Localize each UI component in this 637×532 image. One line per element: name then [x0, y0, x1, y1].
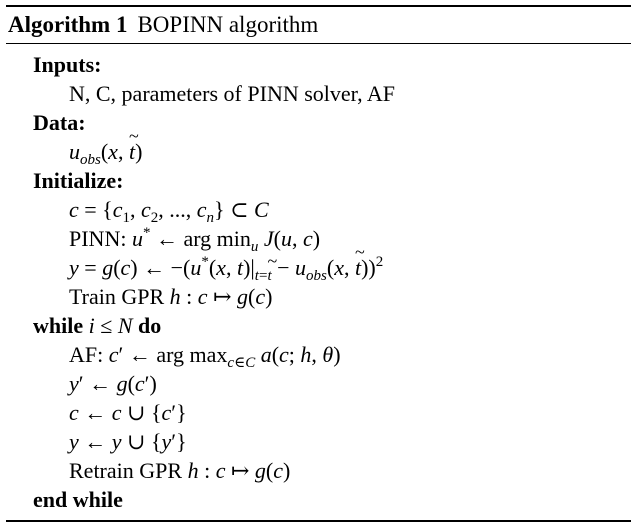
- algorithm-block: [6, 5, 631, 522]
- inputs-line: N, C, parameters of PINN solver, AF: [69, 81, 396, 106]
- inputs-label: Inputs:: [33, 52, 102, 77]
- data-line: $u_{obs}(x$, ~ t): [6, 137, 631, 166]
- init-train-gpr-line: Train GPR h : c ↦ g(c): [69, 284, 273, 309]
- retrain-gpr-label: Retrain GPR: [69, 458, 183, 483]
- af-label: AF:: [69, 342, 104, 367]
- while-line: while i ≤ N do: [33, 313, 162, 338]
- while-keyword: while: [33, 313, 84, 338]
- pinn-label: PINN:: [69, 226, 127, 251]
- initialize-label: Initialize:: [33, 168, 124, 193]
- init-pinn-line: PINN: u* ← arg $\min_u J(u$, c): [69, 225, 321, 255]
- train-gpr-label: Train GPR: [69, 284, 165, 309]
- loop-af-line: AF: c′ ← arg $\max_{c\in C} a(c$; h, θ): [69, 342, 341, 371]
- algorithm-header: [6, 7, 631, 43]
- algorithm-body: [6, 44, 631, 514]
- do-keyword: do: [138, 313, 162, 338]
- algorithm-title: BOPINN algorithm: [137, 12, 319, 37]
- init-candidates-line: $c = \{c_1$, $c_2$, ..., $c_n$} ⊂ C: [69, 197, 269, 226]
- data-label: Data:: [33, 110, 86, 135]
- bottom-rule: [6, 520, 631, 522]
- loop-update-c-line: c ← c ∪ {c′}: [69, 400, 187, 425]
- loop-eval-line: y′ ← g(c′): [69, 371, 157, 396]
- algorithm-number: Algorithm 1: [8, 12, 128, 37]
- end-while-line: end while: [33, 487, 123, 512]
- loop-retrain-line: Retrain GPR h : c ↦ g(c): [69, 458, 291, 483]
- init-objective-line: y = g(c) ← −(u*(x, $t)|_{t=t} - u_{obs}(x$, ~ t))$^2$: [6, 253, 631, 282]
- loop-update-y-line: y ← y ∪ {y′}: [69, 429, 187, 454]
